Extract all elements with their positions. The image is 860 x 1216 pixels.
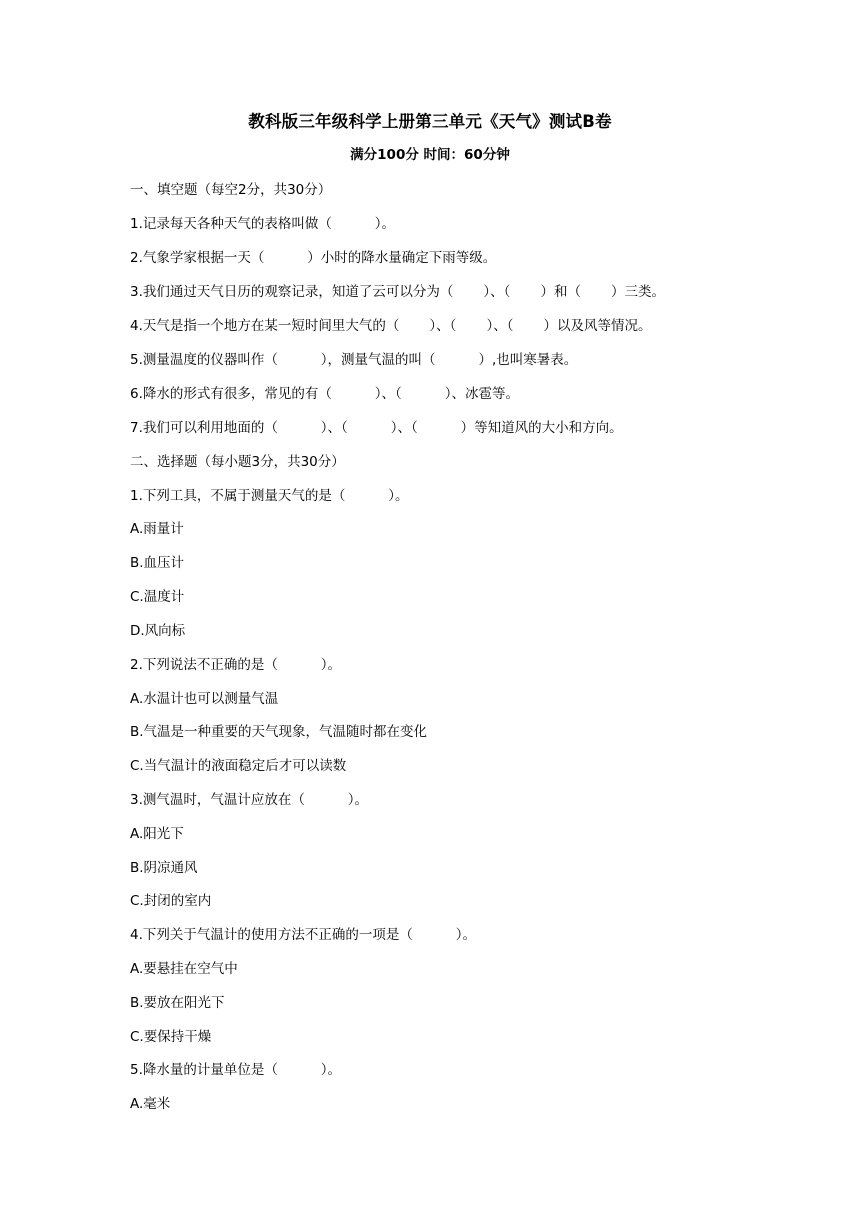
question-line: 5.测量温度的仪器叫作（ ），测量气温的叫（ ）,也叫寒暑表。 (130, 352, 578, 368)
question-line: 4.下列关于气温计的使用方法不正确的一项是（ ）。 (130, 927, 477, 943)
option-line: C.要保持干燥 (130, 1029, 212, 1045)
option-line: C.温度计 (130, 589, 185, 605)
question-line: 3.测气温时，气温计应放在（ ）。 (130, 792, 369, 808)
option-line: C.封闭的室内 (130, 893, 212, 909)
option-line: B.阴凉通风 (130, 860, 198, 876)
option-line: A.要悬挂在空气中 (130, 961, 238, 977)
option-line: A.雨量计 (130, 521, 184, 537)
option-line: D.风向标 (130, 623, 186, 639)
option-line: C.当气温计的液面稳定后才可以读数 (130, 758, 347, 774)
question-line: 4.天气是指一个地方在某一短时间里大气的（ ）、（ ）、（ ）以及风等情况。 (130, 318, 652, 334)
section-heading-choice: 二、选择题（每小题3分，共30分） (130, 454, 345, 470)
option-line: B.血压计 (130, 555, 185, 571)
question-line: 2.气象学家根据一天（ ）小时的降水量确定下雨等级。 (130, 250, 497, 266)
option-line: A.水温计也可以测量气温 (130, 691, 279, 707)
document-subtitle: 满分100分 时间：60分钟 (350, 147, 510, 163)
document-title: 教科版三年级科学上册第三单元《天气》测试B卷 (248, 112, 612, 131)
section-heading-fill-blank: 一、填空题（每空2分，共30分） (130, 182, 332, 198)
question-line: 3.我们通过天气日历的观察记录，知道了云可以分为（ ）、（ ）和（ ）三类。 (130, 284, 665, 300)
question-line: 7.我们可以利用地面的（ ）、（ ）、（ ）等知道风的大小和方向。 (130, 420, 623, 436)
option-line: A.毫米 (130, 1096, 171, 1112)
option-line: B.要放在阳光下 (130, 995, 225, 1011)
question-line: 5.降水量的计量单位是（ ）。 (130, 1062, 342, 1078)
question-line: 6.降水的形式有很多，常见的有（ ）、（ ）、冰雹等。 (130, 386, 519, 402)
option-line: A.阳光下 (130, 826, 184, 842)
question-line: 2.下列说法不正确的是（ ）。 (130, 657, 342, 673)
option-line: B.气温是一种重要的天气现象，气温随时都在变化 (130, 724, 428, 740)
question-line: 1.下列工具，不属于测量天气的是（ ）。 (130, 488, 409, 504)
question-line: 1.记录每天各种天气的表格叫做（ ）。 (130, 216, 396, 232)
